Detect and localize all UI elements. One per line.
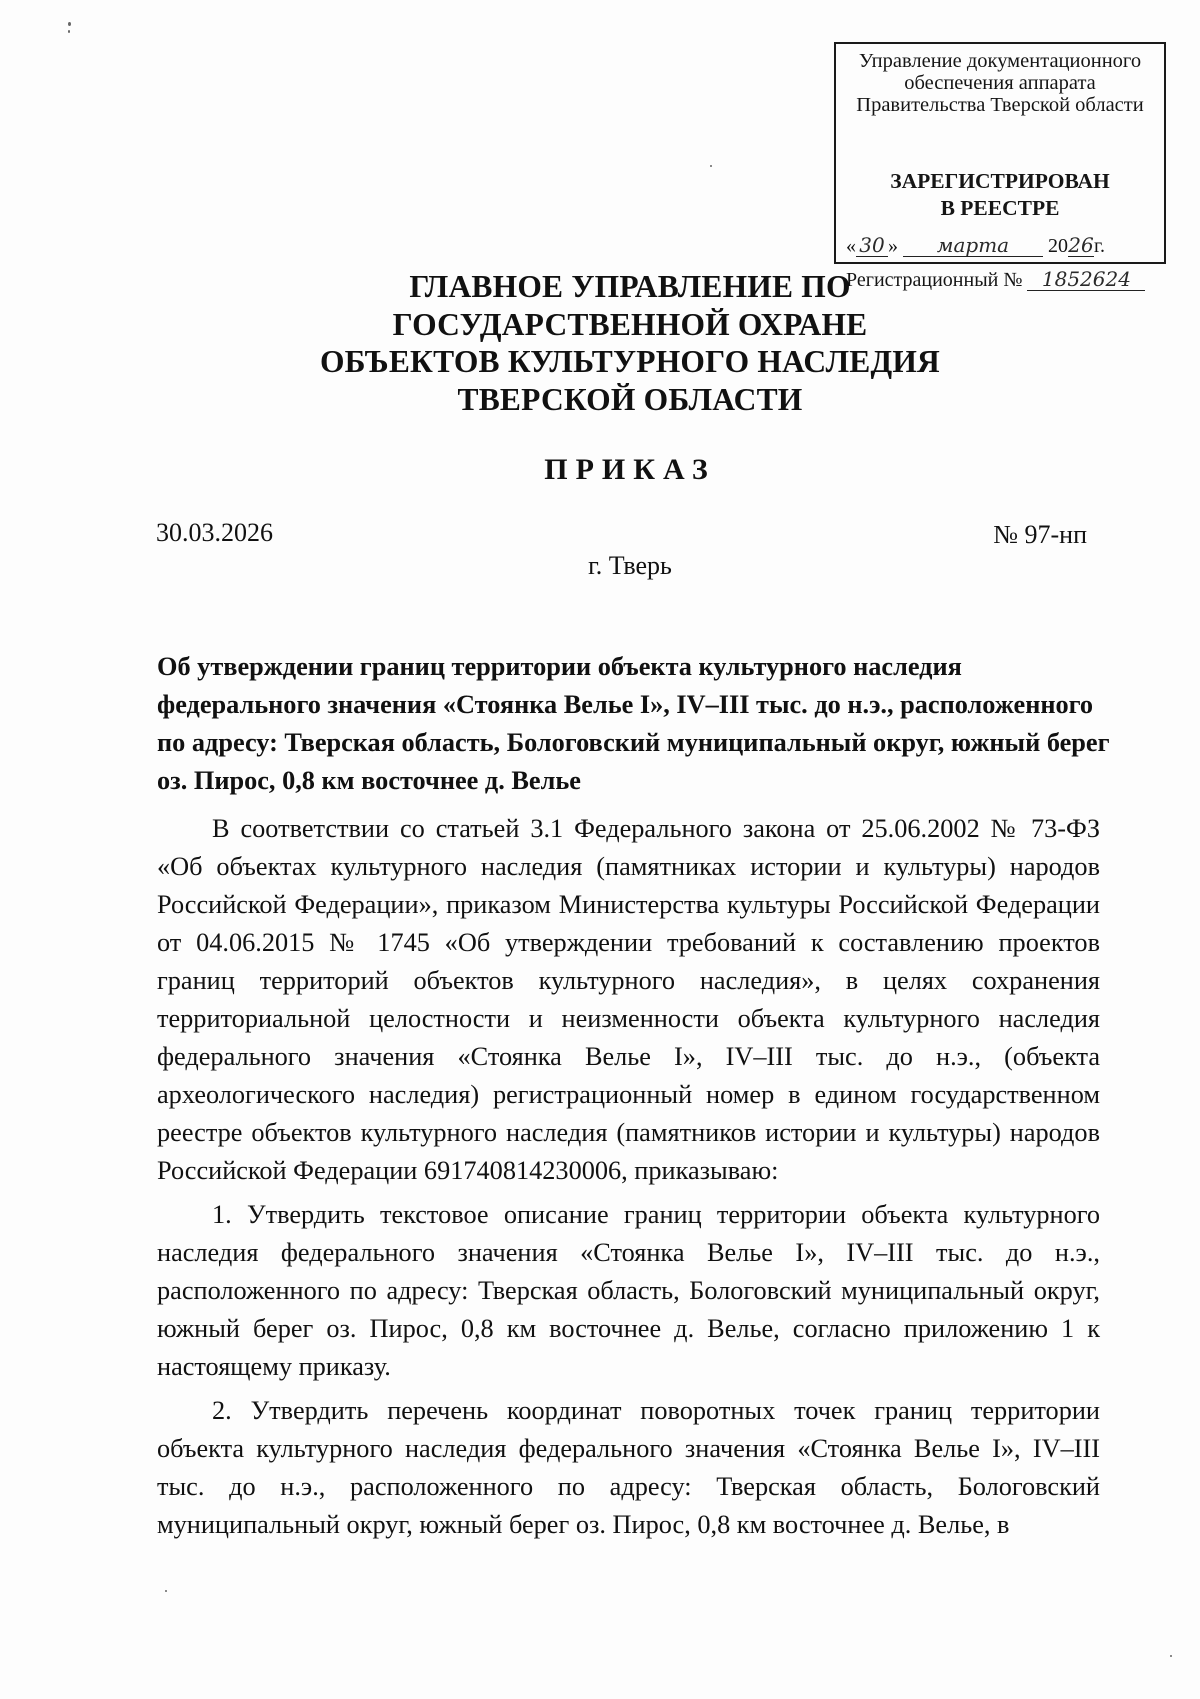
agency-line: ОБЪЕКТОВ КУЛЬТУРНОГО НАСЛЕДИЯ: [319, 344, 941, 379]
stamp-registered-label: [840, 168, 1160, 222]
body-preamble: В соответствии со статьей 3.1 Федерального закона от 25.06.2002 № 73-ФЗ «Об объектах культурного наследия (памятниках истории и культуры) народов Российской Федерации», приказом Министерства культуры Российской Федерации от 04.06.2015 № 1745 «Об утверждении требований к составлению проектов границ территорий объектов культурного наследия», в целях сохранения территориальной целостности и неизменности объекта культурного наследия федерального значения «Стоянка Велье I», IV–III тыс. до н.э., (объекта археологического наследия) регистрационный номер в едином государственном реестре объектов культурного наследия (памятников истории и культуры) народов Российской Федерации 691740814230006, приказываю:: [157, 814, 1100, 1185]
stamp-registration-date: [846, 234, 1156, 258]
scan-speck: [68, 30, 70, 33]
agency-line: ГЛАВНОЕ УПРАВЛЕНИЕ ПО: [409, 269, 851, 304]
stamp-org-line: обеспечения аппарата: [904, 72, 1096, 94]
year-unit: г.: [1094, 235, 1105, 257]
document-title: Об утверждении границ территории объекта культурного наследия федерального значения «Стоянка Велье I», IV–III тыс. до н.э., расположенного по адресу: Тверская область, Бологовский муниципальный округ, южный берег оз. Пирос, 0,8 км восточнее д. Велье: [157, 652, 1110, 795]
scan-speck: [710, 165, 712, 167]
stamp-reg-line: В РЕЕСТРЕ: [940, 196, 1060, 220]
agency-header: [250, 268, 1010, 418]
handwritten-day: 30: [856, 234, 888, 257]
document-number: № 97-нп: [993, 520, 1087, 549]
stamp-reg-line: ЗАРЕГИСТРИРОВАН: [890, 169, 1110, 193]
body-item: 2. Утвердить перечень координат поворотных точек границ территории объекта культурного наследия федерального значения «Стоянка Велье I», IV–III тыс. до н.э., расположенного по адресу: Тверская область, Бологовский муниципальный округ, южный берег оз. Пирос, 0,8 км восточнее д. Велье, в: [157, 1396, 1100, 1539]
document-date: 30.03.2026: [156, 518, 273, 547]
stamp-org-line: Правительства Тверской области: [856, 94, 1144, 116]
reg-number-label: Регистрационный №: [846, 269, 1023, 291]
body-item: 1. Утвердить текстовое описание границ территории объекта культурного наследия федерального значения «Стоянка Велье I», IV–III тыс. до н.э., расположенного по адресу: Тверская область, Бологовский муниципальный округ, южный берег оз. Пирос, 0,8 км восточнее д. Велье, согласно приложению 1 к настоящему приказу.: [157, 1200, 1100, 1381]
document-type: ПРИКАЗ: [544, 453, 716, 486]
scan-speck: [68, 22, 71, 26]
registration-stamp: [834, 42, 1166, 291]
stamp-organization: [840, 50, 1160, 116]
handwritten-month: марта: [903, 234, 1043, 257]
handwritten-reg-number: 1852624: [1027, 268, 1145, 291]
agency-line: ГОСУДАРСТВЕННОЙ ОХРАНЕ: [392, 306, 868, 342]
agency-line: ТВЕРСКОЙ ОБЛАСТИ: [457, 381, 803, 417]
scan-speck: [1170, 1655, 1172, 1657]
date-quote-open: «: [846, 235, 856, 257]
document-city: г. Тверь: [588, 551, 672, 580]
handwritten-year: 26: [1068, 233, 1094, 257]
scan-speck: [165, 1590, 167, 1592]
stamp-org-line: Управление документационного: [858, 50, 1142, 72]
year-prefix: 20: [1048, 235, 1068, 257]
date-quote-close: »: [888, 235, 898, 257]
document-body: [157, 810, 1100, 1544]
